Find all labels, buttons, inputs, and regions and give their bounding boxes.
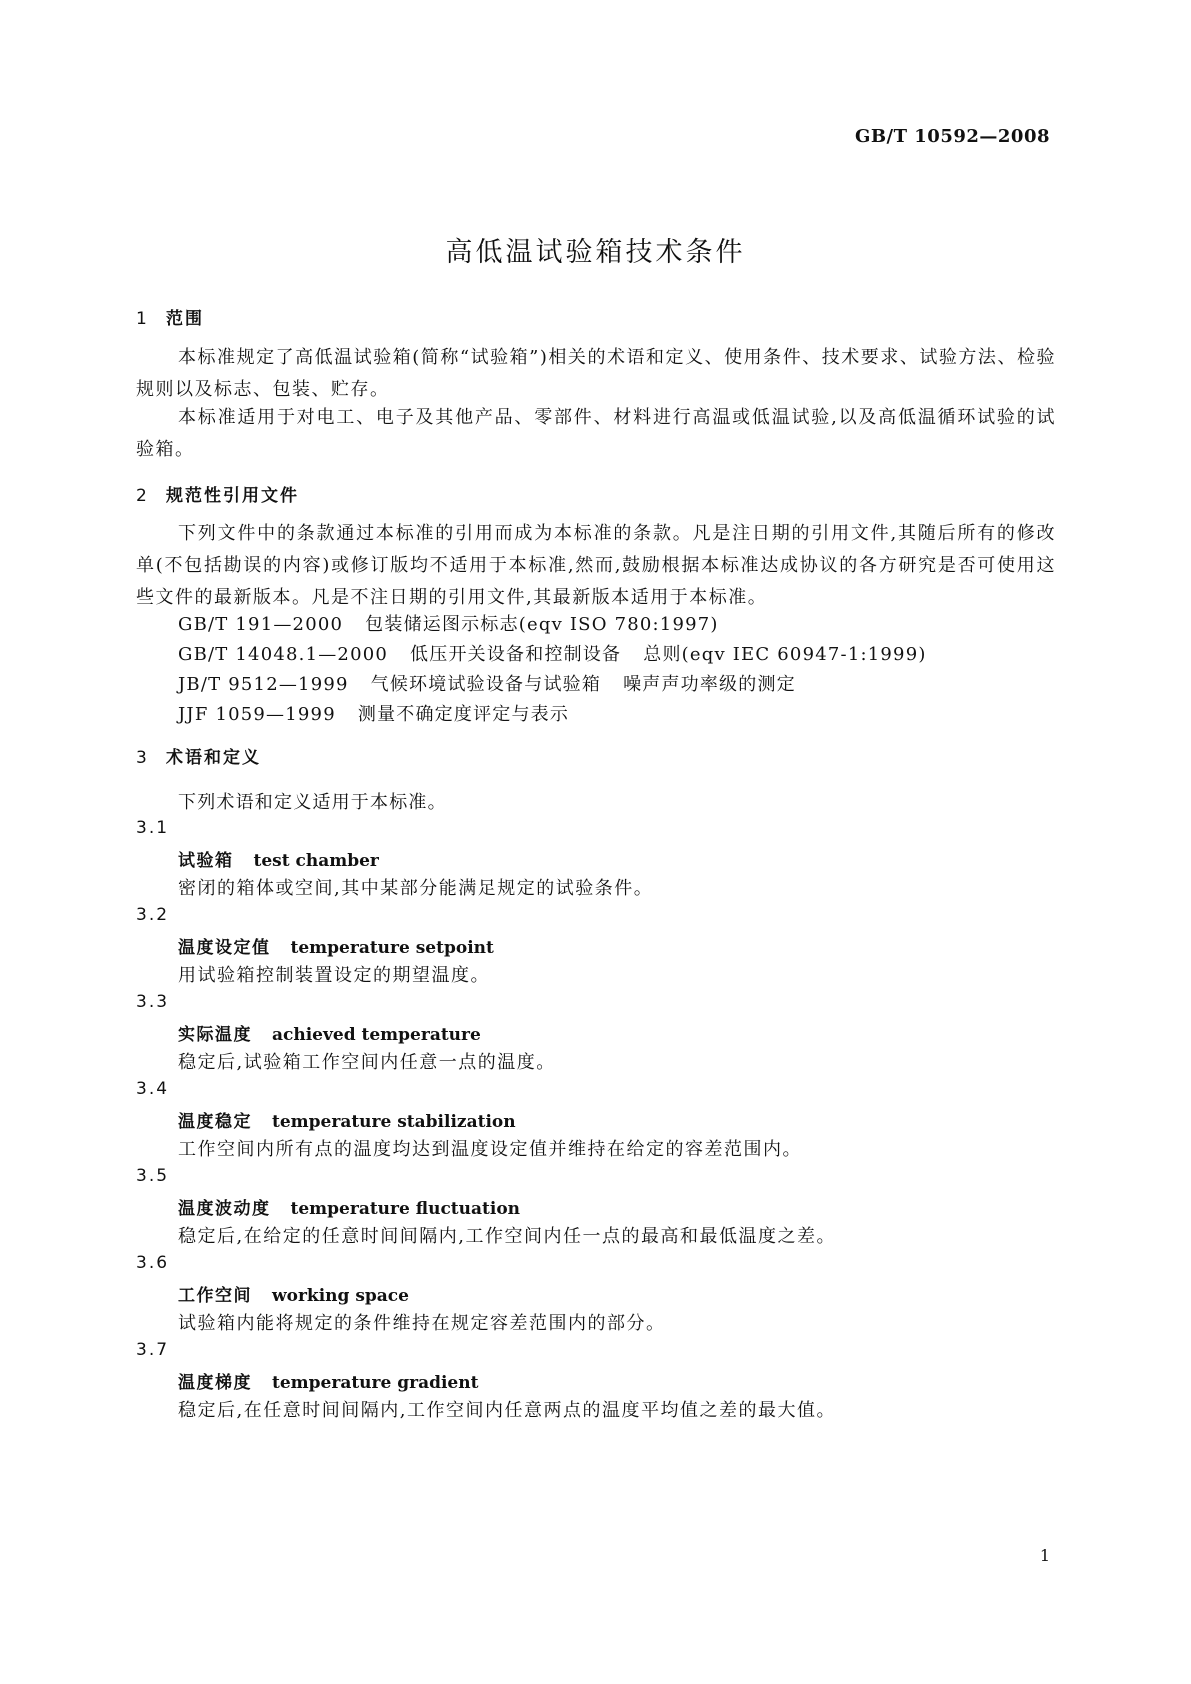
section-2-heading: [136, 481, 299, 506]
term-entry: [178, 1368, 478, 1393]
term-english: test chamber: [253, 851, 379, 871]
clause-number: 3.2: [136, 905, 170, 925]
section-1-paragraph-1: 本标准规定了高低温试验箱(简称“试验箱”)相关的术语和定义、使用条件、技术要求、试验方法、检验规则以及标志、包装、贮存。: [136, 347, 1056, 400]
page-number: 1: [1039, 1546, 1050, 1565]
reference-subtitle: 噪声声功率级的测定: [623, 674, 796, 695]
term-entry: [178, 1020, 481, 1045]
term-entry: [178, 1281, 409, 1306]
term-english: temperature fluctuation: [290, 1199, 521, 1219]
term-chinese: 温度波动度: [178, 1199, 271, 1219]
section-number: 3: [136, 748, 149, 768]
reference-title: 低压开关设备和控制设备: [410, 644, 622, 665]
term-definition: 用试验箱控制装置设定的期望温度。: [178, 965, 490, 986]
term-chinese: 温度稳定: [178, 1112, 252, 1132]
term-chinese: 温度设定值: [178, 938, 271, 958]
reference-item: [178, 700, 569, 726]
clause-number: 3.5: [136, 1166, 170, 1186]
term-chinese: 实际温度: [178, 1025, 252, 1045]
clause-number: 3.1: [136, 818, 170, 838]
term-definition: 试验箱内能将规定的条件维持在规定容差范围内的部分。: [178, 1313, 666, 1334]
reference-title: 测量不确定度评定与表示: [357, 704, 570, 725]
term-english: working space: [272, 1286, 409, 1306]
term-definition: 密闭的箱体或空间,其中某部分能满足规定的试验条件。: [178, 878, 654, 899]
reference-code: JB/T 9512—1999: [178, 674, 349, 695]
term-english: temperature stabilization: [272, 1112, 516, 1132]
section-number: 2: [136, 486, 149, 506]
term-definition: 工作空间内所有点的温度均达到温度设定值并维持在给定的容差范围内。: [178, 1139, 802, 1160]
term-chinese: 工作空间: [178, 1286, 252, 1306]
section-2-paragraph: 下列文件中的条款通过本标准的引用而成为本标准的条款。凡是注日期的引用文件,其随后所有的修改单(不包括勘误的内容)或修订版均不适用于本标准,然而,鼓励根据本标准达成协议的各方研究是否可使用这些文件的最新版本。凡是不注日期的引用文件,其最新版本适用于本标准。: [136, 523, 1056, 608]
term-definition: 稳定后,在给定的任意时间间隔内,工作空间内任一点的最高和最低温度之差。: [178, 1226, 836, 1247]
reference-subtitle: 总则(eqv IEC 60947-1:1999): [643, 644, 927, 665]
reference-item: [178, 670, 796, 696]
term-english: temperature setpoint: [290, 938, 494, 958]
reference-code: GB/T 14048.1—2000: [178, 644, 389, 665]
reference-title: 包装储运图示标志(eqv ISO 780:1997): [365, 614, 719, 635]
section-1-paragraph-2: 本标准适用于对电工、电子及其他产品、零部件、材料进行高温或低温试验,以及高低温循环试验的试验箱。: [136, 407, 1056, 460]
term-definition: 稳定后,在任意时间间隔内,工作空间内任意两点的温度平均值之差的最大值。: [178, 1400, 836, 1421]
term-english: achieved temperature: [272, 1025, 481, 1045]
section-1-heading: [136, 304, 204, 329]
document-title: 高低温试验箱技术条件: [445, 237, 746, 268]
term-chinese: 温度梯度: [178, 1373, 252, 1393]
clause-number: 3.3: [136, 992, 170, 1012]
section-title: 范围: [166, 309, 204, 329]
section-number: 1: [136, 309, 149, 329]
section-title: 规范性引用文件: [166, 486, 299, 506]
term-chinese: 试验箱: [178, 851, 234, 871]
reference-item: [178, 610, 719, 636]
section-title: 术语和定义: [166, 748, 261, 768]
reference-code: GB/T 191—2000: [178, 614, 344, 635]
reference-item: [178, 640, 927, 666]
term-entry: [178, 933, 494, 958]
term-entry: [178, 846, 379, 871]
term-entry: [178, 1107, 516, 1132]
standard-code: GB/T 10592—2008: [854, 126, 1050, 147]
term-definition: 稳定后,试验箱工作空间内任意一点的温度。: [178, 1052, 556, 1073]
section-3-heading: [136, 743, 261, 768]
term-entry: [178, 1194, 520, 1219]
reference-title: 气候环境试验设备与试验箱: [370, 674, 602, 695]
reference-code: JJF 1059—1999: [178, 704, 336, 725]
clause-number: 3.4: [136, 1079, 170, 1099]
clause-number: 3.7: [136, 1340, 170, 1360]
section-3-intro: 下列术语和定义适用于本标准。: [178, 792, 447, 813]
term-english: temperature gradient: [272, 1373, 479, 1393]
clause-number: 3.6: [136, 1253, 170, 1273]
